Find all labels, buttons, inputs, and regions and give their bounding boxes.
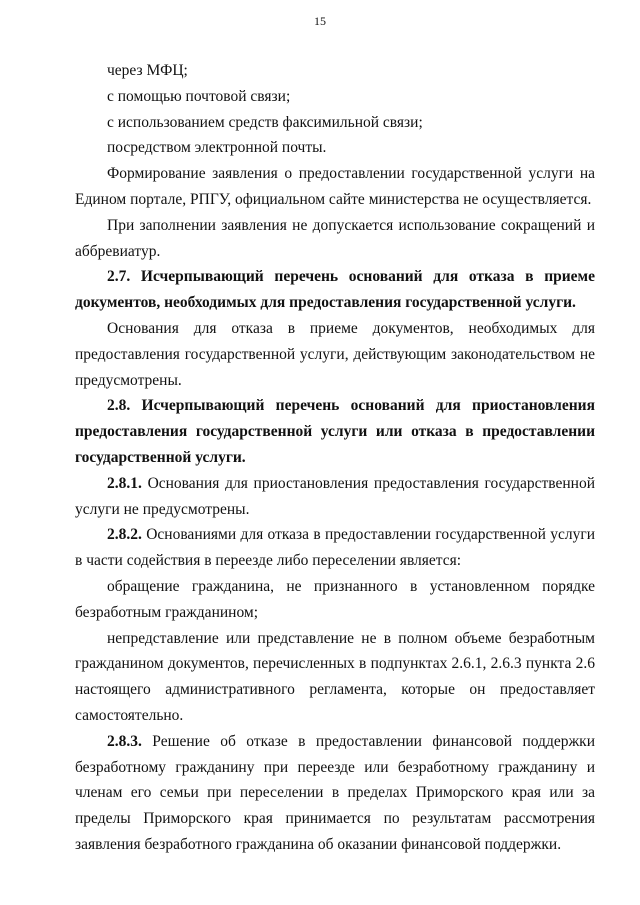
list-item-email: посредством электронной почты. <box>107 139 327 157</box>
list-item-fax: с использованием средств факсимильной связи; <box>107 113 423 131</box>
clause-text-2-8-2: Основаниями для отказа в предоставлении государственной услуги в части содействия в переезде либо переселении является: <box>75 526 595 570</box>
clause-number-2-8-1: 2.8.1. <box>107 474 142 492</box>
paragraph-2-8-3 <box>75 729 595 858</box>
paragraph-abbreviations: При заполнении заявления не допускается использование сокращений и аббревиатур. <box>75 216 595 260</box>
list-item-not-recognized: обращение гражданина, не признанного в установленном порядке безработным гражданином; <box>75 577 595 621</box>
clause-number-2-8-3: 2.8.3. <box>107 732 142 750</box>
clause-number-2-8-2: 2.8.2. <box>107 526 142 544</box>
list-item-documents: непредставление или представление не в полном объеме безработным гражданином документов, перечисленных в подпунктах 2.6.1, 2.6.3 пункта 2.6 настоящего административного регламента, которые он предоставляет самостоятельно. <box>75 629 595 724</box>
clause-text-2-8-1: Основания для приостановления предоставления государственной услуги не предусмотрены. <box>75 474 595 518</box>
section-heading-2-8: 2.8. Исчерпывающий перечень оснований для приостановления предоставления государственной услуги или отказа в предоставлении государственной услуги. <box>75 397 595 466</box>
paragraph-forming: Формирование заявления о предоставлении государственной услуги на Едином портале, РПГУ, официальном сайте министерства не осуществляется. <box>75 165 595 208</box>
document-body <box>75 58 595 858</box>
list-item-post: с помощью почтовой связи; <box>107 87 291 105</box>
list-item-mfc: через МФЦ; <box>107 62 188 79</box>
page-number: 15 <box>314 14 326 28</box>
paragraph-2-8-2 <box>75 522 595 574</box>
section-heading-2-7: 2.7. Исчерпывающий перечень оснований для отказа в приеме документов, необходимых для предоставления государственной услуги. <box>75 268 595 312</box>
paragraph-2-8-1 <box>75 471 595 523</box>
clause-text-2-8-3: Решение об отказе в предоставлении финансовой поддержки безработному гражданину при переезде или безработному гражданину и членам его семьи при переселении в пределах Приморского края или за пределы Приморского края принимается по результатам рассмотрения заявления безработного гражданина об оказании финансовой поддержки. <box>75 732 595 853</box>
paragraph-2-7-body: Основания для отказа в приеме документов, необходимых для предоставления государственной услуги, действующим законодательством не предусмотрены. <box>75 319 595 389</box>
